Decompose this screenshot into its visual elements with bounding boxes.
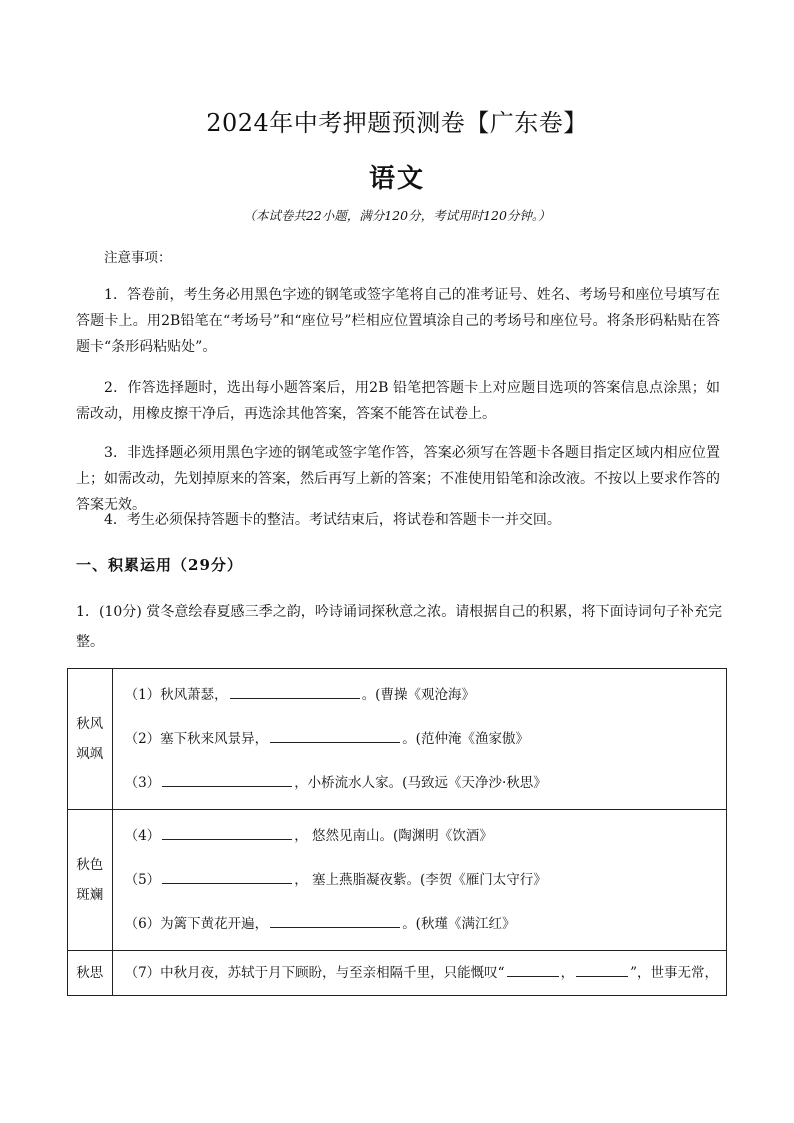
line-text: （4） bbox=[124, 828, 161, 844]
category-cell: 秋风飒飒 bbox=[68, 669, 113, 810]
poem-line bbox=[125, 761, 718, 805]
table-row bbox=[68, 951, 727, 996]
lines-cell bbox=[112, 951, 726, 996]
line-text: （3） bbox=[124, 775, 161, 791]
poem-line bbox=[125, 717, 718, 761]
answer-blank[interactable] bbox=[507, 962, 559, 977]
line-text: 。(曹操《观沧海》 bbox=[361, 687, 475, 703]
line-text: 。(范仲淹《渔家傲》 bbox=[402, 731, 529, 747]
notice-item-4: 4．考生必须保持答题卡的整洁。考试结束后，将试卷和答题卡一并交回。 bbox=[104, 512, 561, 528]
line-text: （1）秋风萧瑟， bbox=[124, 687, 228, 703]
notice-item-2: 2．作答选择题时，选出每小题答案后，用2B 铅笔把答题卡上对应题目选项的答案信息点涂黑；如需改动，用橡皮擦干净后，再选涂其他答案，答案不能答在试卷上。 bbox=[76, 380, 720, 422]
poem-line bbox=[125, 858, 718, 902]
line-text: ， 塞上燕脂凝夜紫。(李贺《雁门太守行》 bbox=[294, 872, 547, 888]
question-1-stem: 1．(10分) 赏冬意绘春夏感三季之韵，吟诗诵词探秋意之浓。请根据自己的积累，将下面诗词句子补充完整。 bbox=[76, 604, 722, 650]
exam-title: 2024年中考押题预测卷【广东卷】 bbox=[206, 109, 588, 137]
poem-line bbox=[125, 955, 718, 991]
table-row bbox=[68, 810, 727, 951]
answer-blank[interactable] bbox=[162, 772, 292, 787]
category-cell: 秋色斑斓 bbox=[68, 810, 113, 951]
answer-blank[interactable] bbox=[270, 913, 400, 928]
line-text: （7）中秋月夜，苏轼于月下顾盼，与至亲相隔千里，只能慨叹“ bbox=[124, 965, 505, 981]
line-text: ，小桥流水人家。(马致远《天净沙·秋思》 bbox=[294, 775, 547, 791]
section-heading: 一、积累运用（29分） bbox=[76, 556, 243, 574]
poem-line bbox=[125, 814, 718, 858]
notice-heading: 注意事项： bbox=[104, 250, 172, 266]
line-text: （5） bbox=[124, 872, 161, 888]
line-text: ， bbox=[560, 965, 575, 981]
notice-item-1: 1．答卷前，考生务必用黑色字迹的钢笔或签字笔将自己的准考证号、姓名、考场号和座位号填写在答题卡上。用2B铅笔在“考场号”和“座位号”栏相应位置填涂自己的考场号和座位号。将条形码粘贴在答题卡“条形码粘贴处”。 bbox=[76, 287, 720, 355]
line-text: （6）为篱下黄花开遍， bbox=[124, 916, 269, 932]
lines-cell bbox=[112, 810, 726, 951]
line-text: ， 悠然见南山。(陶渊明《饮酒》 bbox=[294, 828, 493, 844]
answer-blank[interactable] bbox=[230, 684, 360, 699]
subject-title: 语文 bbox=[368, 164, 425, 194]
answer-blank[interactable] bbox=[162, 825, 292, 840]
answer-blank[interactable] bbox=[162, 869, 292, 884]
line-text: （2）塞下秋来风景异， bbox=[124, 731, 269, 747]
notice-item-3: 3．非选择题必须用黑色字迹的钢笔或签字笔作答，答案必须写在答题卡各题目指定区域内相应位置上；如需改动，先划掉原来的答案，然后再写上新的答案；不准使用铅笔和涂改液。不按以上要求作答的答案无效。 bbox=[76, 445, 720, 513]
lines-cell bbox=[112, 669, 726, 810]
category-cell: 秋思 bbox=[68, 951, 113, 996]
answer-blank[interactable] bbox=[270, 728, 400, 743]
line-text: 。(秋瑾《满江红》 bbox=[402, 916, 516, 932]
exam-info: （本试卷共22小题，满分120分，考试用时120分钟。） bbox=[243, 208, 551, 223]
poem-line bbox=[125, 902, 718, 946]
poem-fill-table bbox=[67, 668, 727, 996]
answer-blank[interactable] bbox=[576, 962, 628, 977]
table-row bbox=[68, 669, 727, 810]
line-text: ”，世事无常， bbox=[630, 965, 718, 981]
poem-line bbox=[125, 673, 718, 717]
